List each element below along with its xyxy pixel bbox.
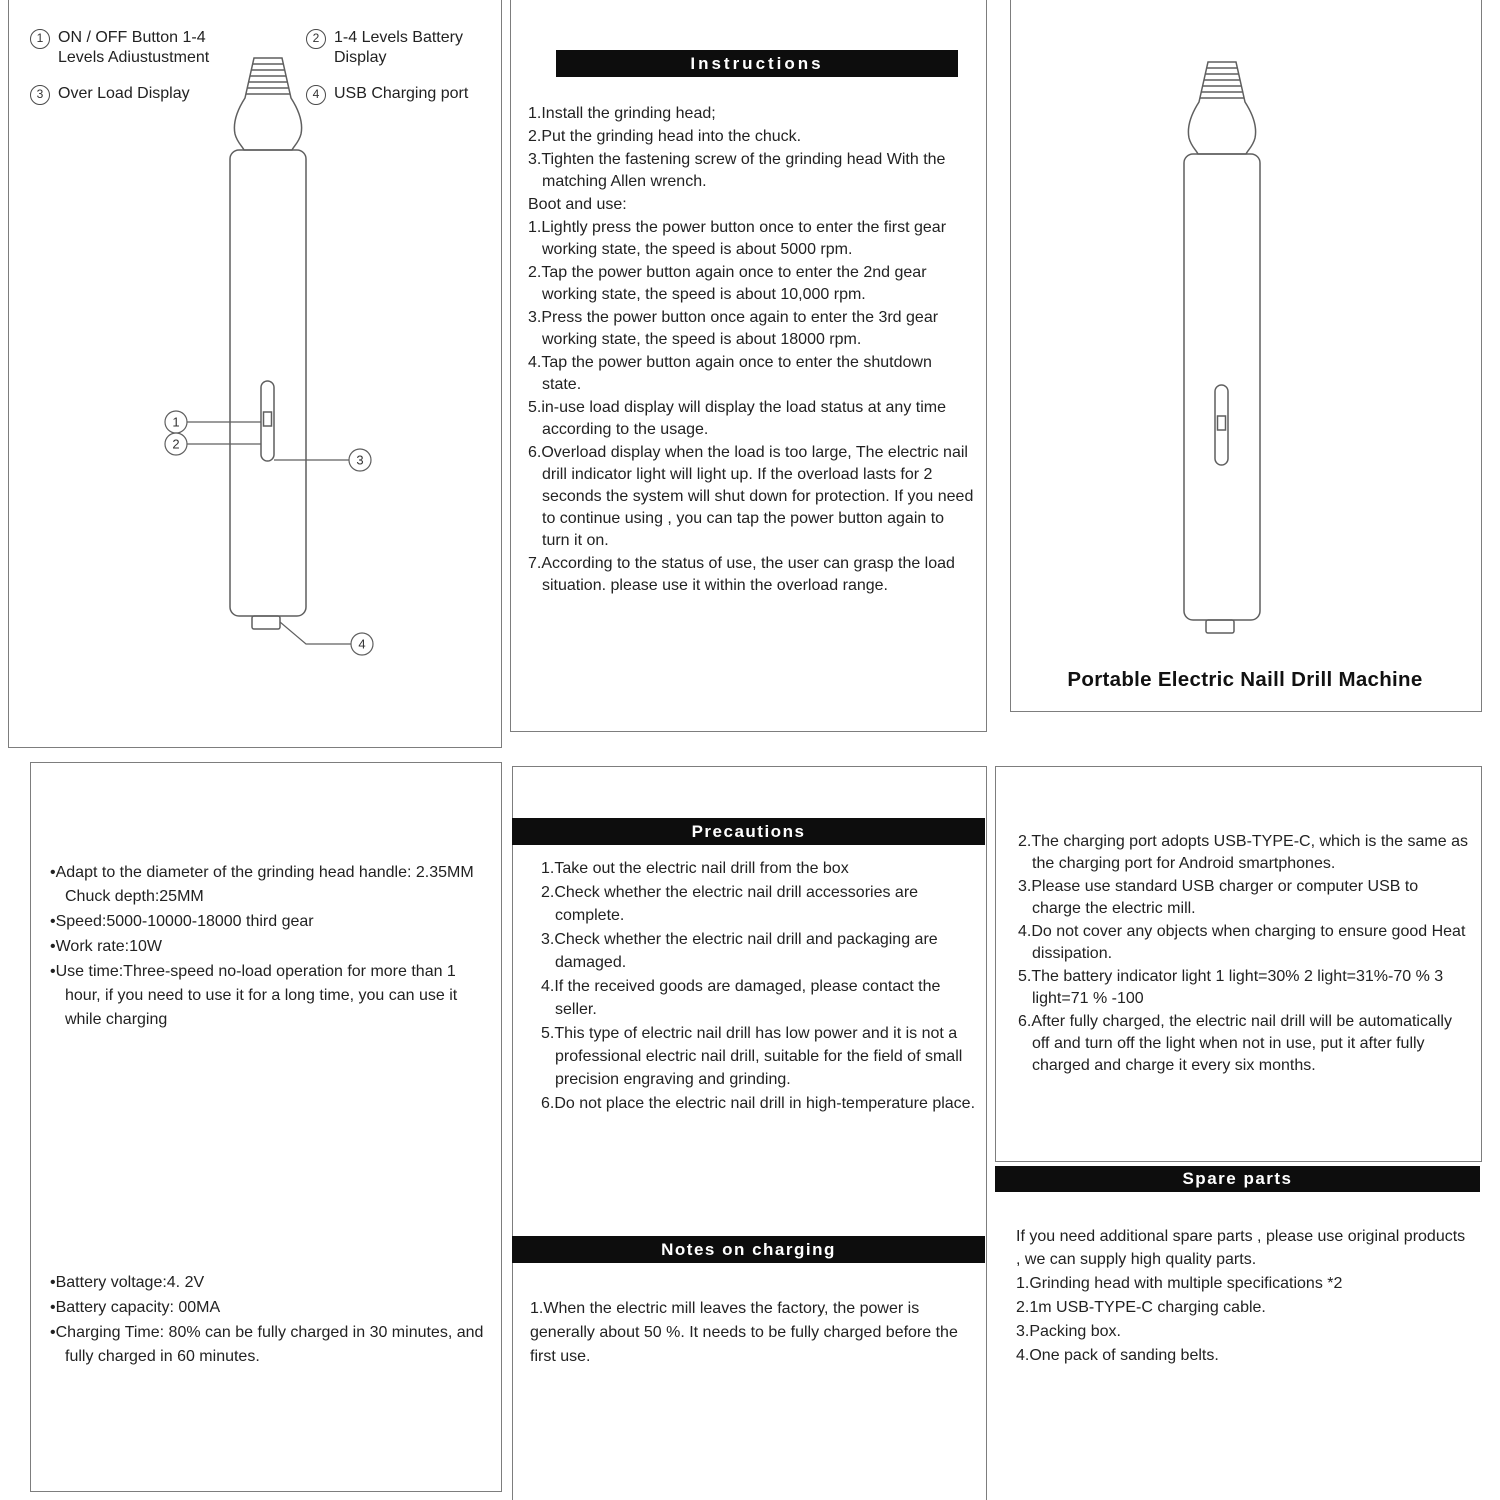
spare-parts-header-label: Spare parts (1182, 1169, 1293, 1188)
device-drawing (230, 58, 306, 629)
precautions-header-label: Precautions (691, 821, 806, 841)
instruction-item: 5.in-use load display will display the load status at any time according to the usage. (528, 399, 946, 438)
instructions-header-label: Instructions (690, 53, 824, 73)
charging-note: 1.When the electric mill leaves the factory, the power is generally about 50 %. It needs to be fully charged before the first use. (530, 1300, 958, 1365)
specs-general (50, 860, 492, 1033)
precaution-item: 3.Check whether the electric nail drill and packaging are damaged. (541, 931, 938, 971)
precautions-header (512, 818, 985, 845)
device-diagram-left (8, 30, 500, 730)
notes-on-charging-body (530, 1296, 980, 1370)
instructions-body (528, 102, 975, 598)
instruction-item: 3.Press the power button once again to enter the 3rd gear working state, the speed is about 18000 rpm. (528, 309, 939, 348)
legend-number-2: 2 (306, 29, 326, 49)
spec-item: • Speed:5000-10000-18000 third gear (50, 910, 492, 934)
spec-item: • Adapt to the diameter of the grinding head handle: 2.35MM Chuck depth:25MM (50, 861, 492, 909)
callout-number-3: 3 (356, 452, 364, 468)
callout-number-2: 2 (172, 436, 180, 452)
instruction-item: 6.Overload display when the load is too large, The electric nail drill indicator light will light up. If the overload lasts for 2 seconds the system will shut down for protection. If you need to continue using , you can tap the power button again to turn it on. (528, 444, 974, 549)
instruction-item: 4.Tap the power button again once to enter the shutdown state. (528, 354, 932, 393)
legend-number-3: 3 (30, 85, 50, 105)
legend-number-1: 1 (30, 29, 50, 49)
precaution-item: 5.This type of electric nail drill has low power and it is not a professional electric nail drill, suitable for the field of small precision engraving and grinding. (541, 1025, 963, 1088)
spec-item: • Charging Time: 80% can be fully charged in 30 minutes, and fully charged in 60 minutes. (50, 1321, 492, 1369)
callout-number-1: 1 (172, 414, 180, 430)
charging-item: 3.Please use standard USB charger or computer USB to charge the electric mill. (1018, 878, 1419, 917)
legend-label-1: ON / OFF Button 1-4 Levels Adiustustment (58, 29, 210, 66)
precaution-item: 1.Take out the electric nail drill from the box (541, 860, 849, 877)
instruction-item: 2.Tap the power button again once to enter the 2nd gear working state, the speed is about 10,000 rpm. (528, 264, 927, 303)
spec-item: • Use time:Three-speed no-load operation for more than 1 hour, if you need to use it for a long time, you can use it while charging (50, 960, 492, 1032)
spec-item: • Battery capacity: 00MA (50, 1296, 492, 1320)
spare-part-item: 1.Grinding head with multiple specifications *2 (1016, 1275, 1343, 1292)
spare-part-item: 3.Packing box. (1016, 1323, 1121, 1340)
instruction-item: 3.Tighten the fastening screw of the grinding head With the matching Allen wrench. (528, 151, 946, 190)
callout-number-4: 4 (358, 636, 366, 652)
precaution-item: 4.If the received goods are damaged, please contact the seller. (541, 978, 941, 1018)
device-diagram-right (1010, 30, 1480, 650)
legend-label-3: Over Load Display (58, 85, 190, 102)
legend-label-2: 1-4 Levels Battery Display (334, 29, 463, 66)
precaution-item: 2.Check whether the electric nail drill accessories are complete. (541, 884, 919, 924)
spare-parts-header (995, 1166, 1480, 1192)
instruction-item: 1.Install the grinding head; (528, 105, 716, 122)
charging-continued (1018, 830, 1470, 1078)
charging-item: 5.The battery indicator light 1 light=30% 2 light=31%-70 % 3 light=71 % -100 (1018, 968, 1444, 1007)
precautions-body (541, 856, 977, 1116)
spec-item: • Work rate:10W (50, 935, 492, 959)
spare-part-item: 4.One pack of sanding belts. (1016, 1347, 1219, 1364)
legend-number-4: 4 (306, 85, 326, 105)
spare-parts-body (1016, 1224, 1472, 1368)
charging-item: 2.The charging port adopts USB-TYPE-C, which is the same as the charging port for Android smartphones. (1018, 833, 1468, 872)
notes-on-charging-header-label: Notes on charging (661, 1239, 836, 1259)
device-drawing (1184, 62, 1260, 633)
boot-and-use-label: Boot and use: (528, 196, 627, 213)
spare-parts-intro: If you need additional spare parts , please use original products , we can supply high quality parts. (1016, 1228, 1466, 1268)
charging-item: 4.Do not cover any objects when charging to ensure good Heat dissipation. (1018, 923, 1466, 962)
legend-label-4: USB Charging port (334, 85, 469, 102)
instruction-item: 1.Lightly press the power button once to enter the first gear working state, the speed is about 5000 rpm. (528, 219, 947, 258)
product-title: Portable Electric Naill Drill Machine (1067, 668, 1423, 691)
charging-item: 6.After fully charged, the electric nail drill will be automatically off and turn off the light when not in use, put it after fully charged and charge it every six months. (1018, 1013, 1452, 1074)
spec-item: • Battery voltage:4. 2V (50, 1271, 492, 1295)
notes-on-charging-header (512, 1236, 985, 1263)
instruction-item: 7.According to the status of use, the user can grasp the load situation. please use it within the overload range. (528, 555, 955, 594)
callout-lines (187, 422, 351, 644)
spare-part-item: 2.1m USB-TYPE-C charging cable. (1016, 1299, 1266, 1316)
specs-battery (50, 1270, 492, 1370)
precaution-item: 6.Do not place the electric nail drill in high-temperature place. (541, 1095, 976, 1112)
instruction-item: 2.Put the grinding head into the chuck. (528, 128, 802, 145)
instructions-header (556, 50, 958, 77)
